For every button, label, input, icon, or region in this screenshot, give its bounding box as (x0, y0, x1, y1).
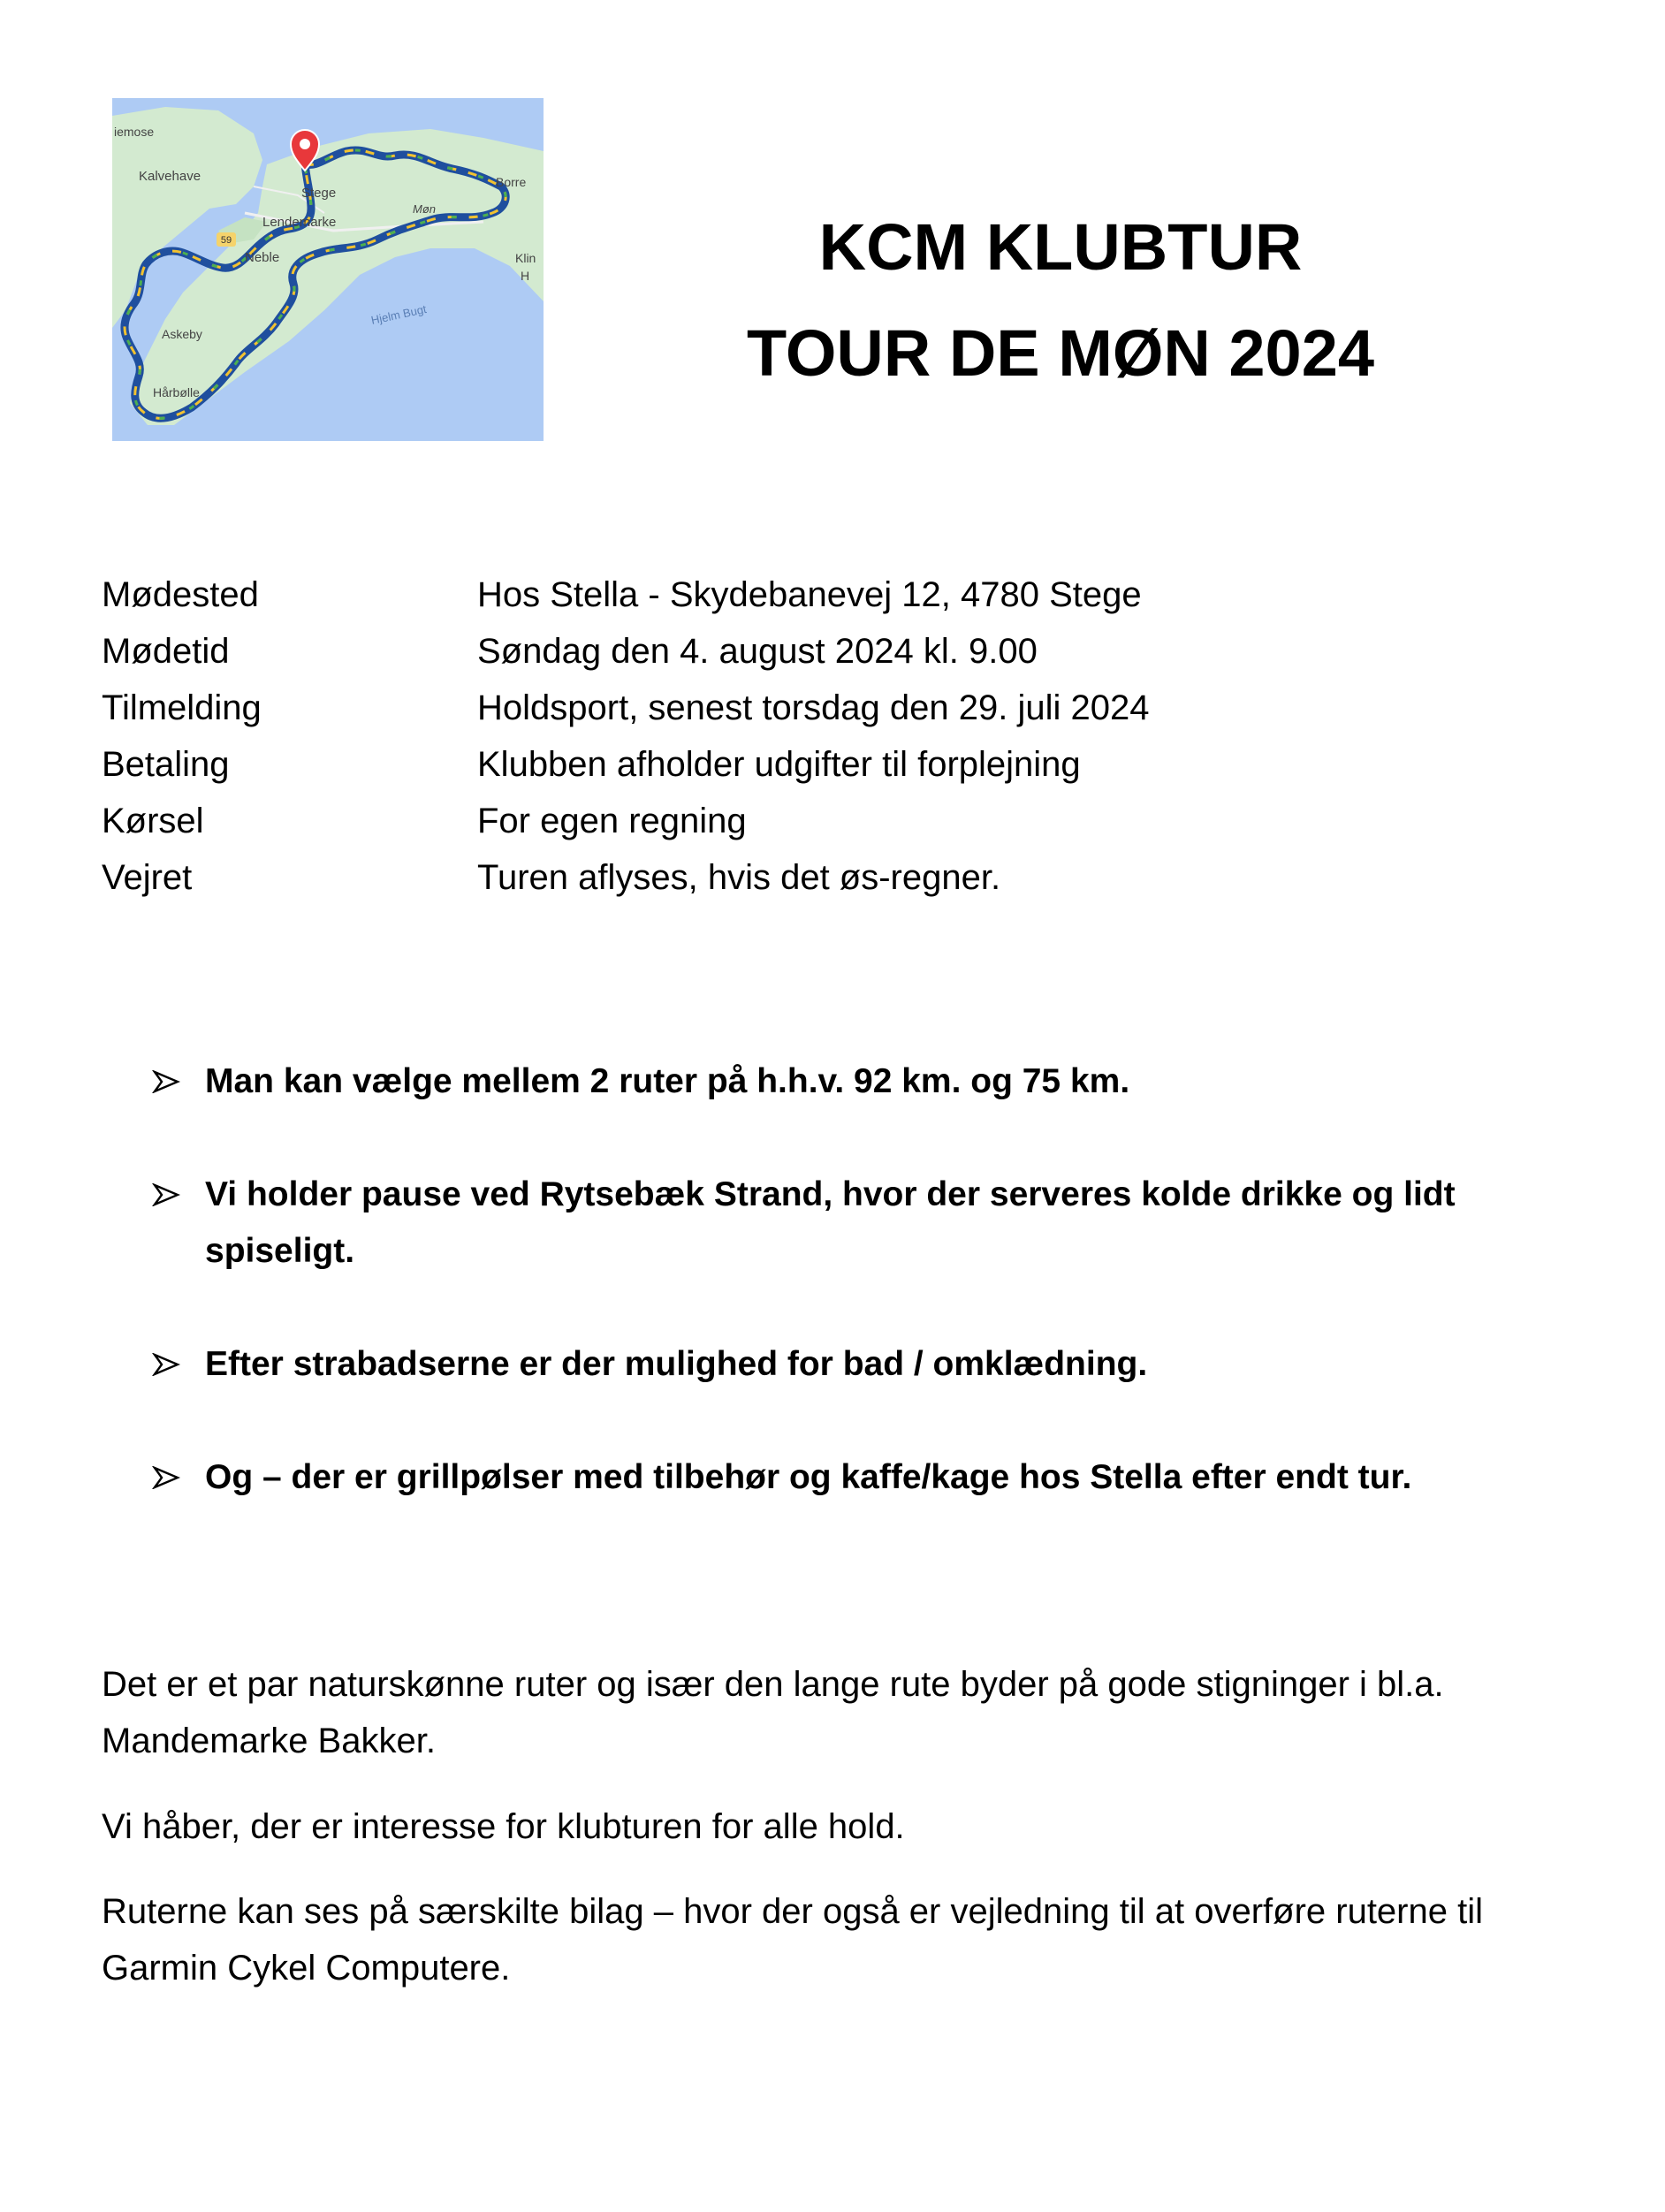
paragraph-interest: Vi håber, der er interesse for klubturen for alle hold. (102, 1807, 905, 1846)
info-value: Klubben afholder udgifter til forplejning (477, 745, 1081, 784)
info-row-korsel (102, 793, 1604, 849)
info-label: Kørsel (102, 802, 204, 840)
bullet-text: Vi holder pause ved Rytsebæk Strand, hvor der serveres kolde drikke og lidt spiseligt. (205, 1175, 1456, 1270)
info-row-modested (102, 566, 1604, 623)
info-row-vejret (102, 849, 1604, 906)
info-label: Mødetid (102, 632, 230, 671)
page-title-line1: KCM KLUBTUR (818, 210, 1303, 284)
arrowhead-bullet-icon (152, 1466, 180, 1489)
info-label: Betaling (102, 745, 230, 784)
map-label-hjelm-bugt: Hjelm Bugt (369, 302, 428, 327)
bullet-item (152, 1336, 1548, 1393)
bullet-item (152, 1449, 1548, 1506)
info-label: Vejret (102, 858, 193, 897)
info-row-betaling (102, 736, 1604, 793)
map-label-klin: Klin (515, 251, 536, 265)
info-value: Søndag den 4. august 2024 kl. 9.00 (477, 632, 1038, 671)
info-value: For egen regning (477, 802, 747, 840)
map-label-kalvehave: Kalvehave (139, 169, 201, 184)
page-title-line2: TOUR DE MØN 2024 (746, 316, 1375, 390)
bullet-text: Og – der er grillpølser med tilbehør og kaffe/kage hos Stella efter endt tur. (205, 1458, 1412, 1496)
map-label-mon: Møn (413, 202, 436, 216)
map-label-h: H (521, 269, 530, 283)
route-map (112, 98, 544, 441)
map-label-borre: Borre (496, 175, 527, 189)
info-row-tilmelding (102, 680, 1604, 736)
bullet-text: Efter strabadserne er der mulighed for bad / omklædning. (205, 1345, 1148, 1383)
info-table (102, 566, 1604, 906)
map-label-iemose: iemose (114, 125, 155, 139)
info-label: Mødested (102, 575, 259, 614)
paragraph-attachment: Ruterne kan ses på særskilte bilag – hvor der også er vejledning til at overføre ruterne til Garmin Cykel Computere. (102, 1892, 1483, 1988)
bullet-text: Man kan vælge mellem 2 ruter på h.h.v. 92 km. og 75 km. (205, 1062, 1130, 1100)
bullet-item (152, 1053, 1548, 1110)
map-label-road: 59 (220, 235, 232, 246)
arrowhead-bullet-icon (152, 1183, 180, 1206)
info-value: Hos Stella - Skydebanevej 12, 4780 Stege (477, 575, 1142, 614)
map-label-neble: Neble (245, 250, 280, 265)
paragraph-routes: Det er et par naturskønne ruter og især den lange rute byder på gode stigninger i bl.a. Mandemarke Bakker. (102, 1665, 1444, 1760)
info-label: Tilmelding (102, 688, 262, 727)
info-value: Holdsport, senest torsdag den 29. juli 2024 (477, 688, 1150, 727)
map-label-stege: Stege (301, 186, 337, 201)
arrowhead-bullet-icon (152, 1353, 180, 1376)
map-label-harbolle: Hårbølle (153, 385, 200, 399)
map-label-askeby: Askeby (162, 327, 202, 341)
info-row-modetid (102, 623, 1604, 680)
bullet-item (152, 1167, 1548, 1280)
info-value: Turen aflyses, hvis det øs-regner. (477, 858, 1001, 897)
map-label-lendemarke: Lendemarke (262, 215, 337, 230)
arrowhead-bullet-icon (152, 1070, 180, 1093)
